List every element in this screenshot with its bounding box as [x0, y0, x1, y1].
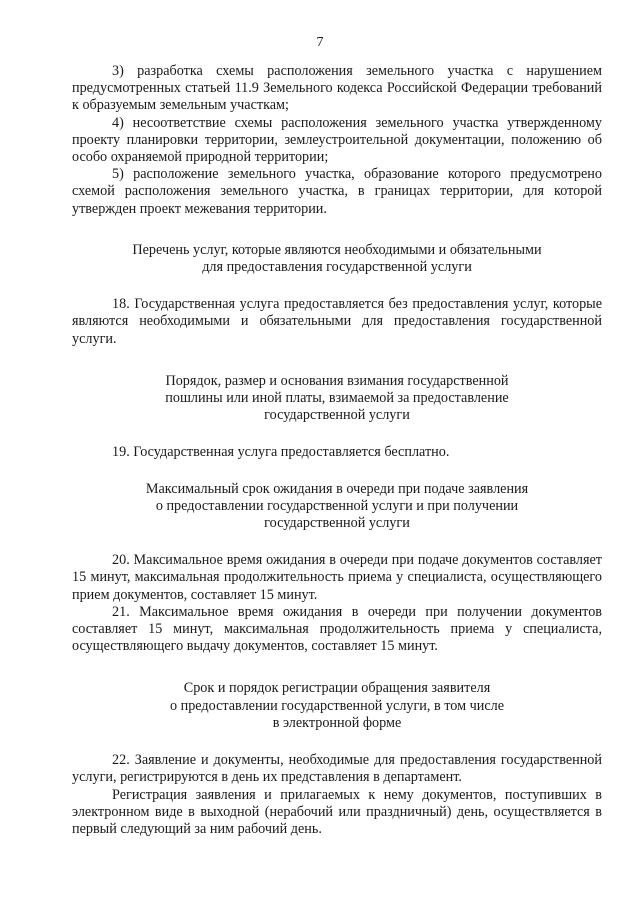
paragraph-18: 18. Государственная услуга предоставляется без предоставления услуг, которые являются необходимыми и обязательными для предоставления государственной услуги.	[72, 296, 602, 347]
list-item-3: 3) разработка схемы расположения земельного участка с нарушением предусмотренных статьей 11.9 Земельного кодекса Российской Федерации требований к образуемым земельным участкам;	[72, 63, 602, 114]
list-item-5: 5) расположение земельного участка, образование которого предусмотрено схемой расположения земельного участка, в границах территории, для которой утвержден проект межевания территории.	[72, 166, 602, 217]
document-body	[72, 63, 602, 838]
section-heading-services: Перечень услуг, которые являются необходимыми и обязательными для предоставления государственной услуги	[132, 241, 542, 276]
section-heading-wait: Максимальный срок ожидания в очереди при подаче заявления о предоставлении государственной услуги и при получении государственной услуги	[145, 480, 529, 532]
section-heading-registration: Срок и порядок регистрации обращения заявителя о предоставлении государственной услуги, в том числе в электронной форме	[169, 680, 505, 731]
paragraph-22: 22. Заявление и документы, необходимые для предоставления государственной услуги, регистрируются в день их представления в департамент.	[72, 752, 602, 786]
section-heading-fee: Порядок, размер и основания взимания государственной пошлины или иной платы, взимаемой за предоставление государственной услуги	[165, 372, 509, 424]
list-item-4: 4) несоответствие схемы расположения земельного участка утвержденному проекту планировки территории, землеустроительной документации, положению об особо охраняемой природной территории;	[72, 114, 602, 166]
paragraph-22-continued: Регистрация заявления и прилагаемых к нему документов, поступивших в электронном виде в выходной (нерабочий или праздничный) день, осуществляется в первый следующий за ним рабочий день.	[72, 786, 602, 837]
page-number: 7	[316, 35, 324, 50]
paragraph-19: 19. Государственная услуга предоставляется бесплатно.	[112, 444, 450, 461]
paragraph-20: 20. Максимальное время ожидания в очереди при подаче документов составляет 15 минут, максимальная продолжительность приема у специалиста, осуществляющего прием документов, составляет 15 минут.	[72, 552, 602, 603]
paragraph-21: 21. Максимальное время ожидания в очереди при получении документов составляет 15 минут, максимальная продолжительность приема у специалиста, осуществляющего выдачу документов, составляет 15 минут.	[72, 603, 602, 655]
